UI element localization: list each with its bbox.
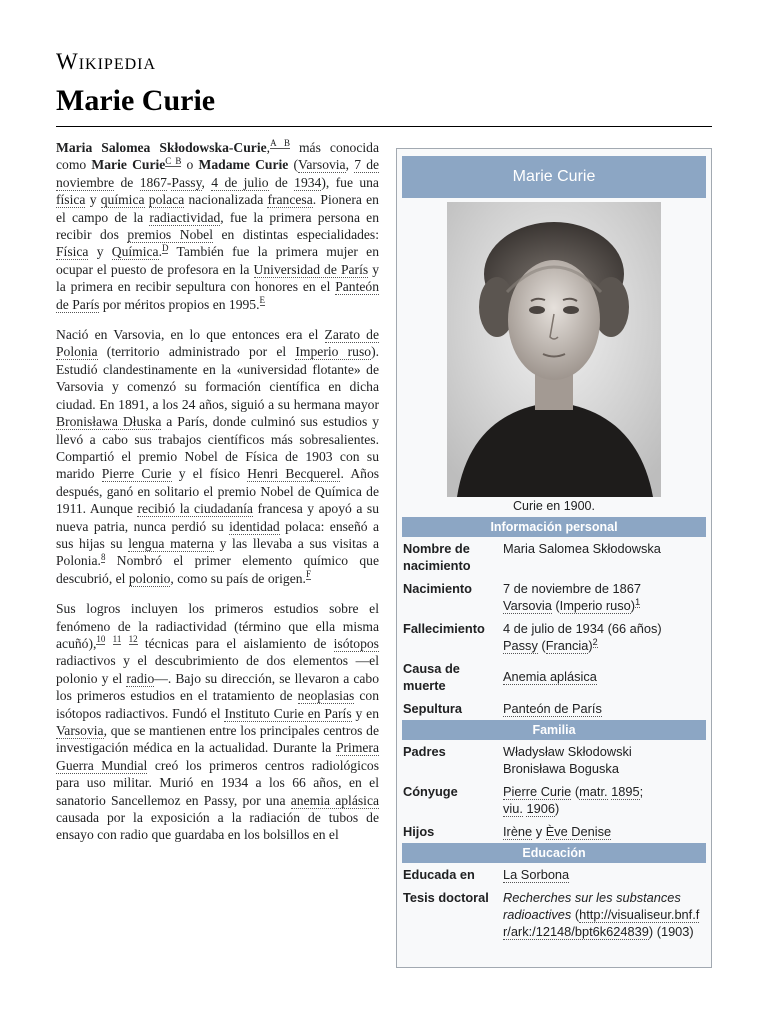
link-identidad[interactable]: identidad [229,518,280,534]
link-irene[interactable]: Irène [503,824,533,839]
link-conyuge-pierre[interactable]: Pierre Curie [503,784,572,799]
ref-10[interactable]: 10 [96,634,106,645]
section-header-personal: Información personal [402,517,706,537]
link-sepultura-panteon[interactable]: Panteón de París [503,701,602,716]
label-causa: Causa de muerte [403,661,460,693]
link-premios-nobel[interactable]: premios Nobel [127,227,213,243]
paragraph-intro: Maria Salomea Skłodowska-Curie,$^{A B}$ más conocida como Marie Curie$^{C B}$ o Madame Curie (Varsovia, 7 de noviembre de 1867-Passy, 4 de julio de 1934), fue una física y química polaca nacionalizada francesa. Pionera en el campo de la radiactividad, fue la primera persona en recibir dos premios Nobel en distintas especialidades: Física y Química.$^D$ También fue la primera mujer en ocupar el puesto de profesora en la Universidad de París y la primera en recibir sepultura con honores en el Panteón de París por méritos propios en 1995.$^E$ [56,139,379,312]
link-1895[interactable]: 1895 [611,784,640,799]
paragraph-biography: Nació en Varsovia, en lo que entonces era el Zarato de Polonia (territorio administrado por el Imperio ruso). Estudió clandestinamente en la «universidad flotante» de Varsovia y comenzó su formación científica en dicha ciudad. En 1891, a los 24 años, siguió a su hermana mayor Bronisława Dłuska a París, donde culminó sus estudios y llevó a cabo sus trabajos científicos más sobresalientes. Compartió el premio Nobel de Física de 1903 con su marido Pierre Curie y el físico Henri Becquerel. Años después, ganó en solitario el premio Nobel de Química de 1911. Aunque recibió la ciudadanía francesa y apoyó a su nueva patria, nunca perdió su identidad polaca: enseñó a sus hijas su lengua materna y las llevaba a sus visitas a Polonia.$^8$ Nombró el primer elemento químico que descubrió, el polonio, como su país de origen.$^F$ [56,327,379,586]
value-hijos: Irène y Ève Denise [503,824,612,839]
ref-d[interactable]: D [161,242,169,253]
link-francesa[interactable]: francesa [267,192,313,208]
row-sepultura [397,697,711,720]
label-nacimiento: Nacimiento [403,581,472,596]
portrait-image[interactable] [447,202,661,497]
link-universidad-paris[interactable]: Universidad de París [253,261,369,277]
ref-12[interactable]: 12 [128,634,138,645]
link-radiactividad[interactable]: radiactividad [149,209,221,225]
ref-11[interactable]: 11 [112,634,122,645]
wordmark-text: Wikipedia [56,49,157,74]
row-educada [397,863,711,886]
link-4-julio[interactable]: 4 de julio [211,174,269,190]
link-anemia[interactable]: Anemia aplásica [503,669,597,684]
article-body [56,139,379,963]
value-tesis: Recherches sur les substances radioactives (http://visualiseur.bnf.fr/ark:/12148/bpt6k624839) (1903) [503,890,700,939]
link-matr[interactable]: matr. [579,784,608,799]
ref-ab[interactable]: A B [270,139,290,149]
link-panteon-paris[interactable]: Panteón de París [56,279,379,312]
row-causa [397,657,711,697]
link-tesis-url[interactable]: http://visualiseur.bnf.fr/ark:/12148/bpt6k624839 [503,907,700,939]
row-nombre [397,537,711,577]
title-divider [56,126,712,127]
bold-marie-curie: Marie Curie [91,157,166,173]
row-hijos [397,820,711,843]
row-tesis [397,886,711,943]
label-tesis: Tesis doctoral [403,890,489,905]
row-conyuge [397,780,711,820]
link-bronislawa-dluska[interactable]: Bronisława Dłuska [56,414,162,430]
portrait-caption: Curie en 1900. [512,499,595,513]
tesis-title: Recherches sur les substances radioactives [503,890,681,922]
label-nombre: Nombre de nacimiento [403,541,471,573]
link-fallecimiento-francia[interactable]: Francia [545,638,589,653]
value-causa [503,660,705,694]
link-nacimiento-imperio[interactable]: Imperio ruso [559,598,631,613]
link-fisica-nobel[interactable]: Física [56,244,89,260]
link-passy[interactable]: Passy [171,174,202,190]
link-fallecimiento-passy[interactable]: Passy [503,638,538,653]
section-header-educacion: Educación [402,843,706,863]
ref-f[interactable]: F [305,569,311,580]
link-quimica[interactable]: química [100,192,145,208]
link-nacimiento-varsovia[interactable]: Varsovia [503,598,552,613]
section-header-familia: Familia [402,720,706,740]
link-imperio-ruso[interactable]: Imperio ruso [295,344,372,360]
value-sepultura [503,700,705,717]
infobox [396,148,712,968]
link-7-noviembre[interactable]: 7 de noviembre [56,157,379,190]
link-1867[interactable]: 1867 [139,174,167,190]
label-padres: Padres [403,744,446,759]
link-neoplasias[interactable]: neoplasias [297,688,355,704]
link-anemia-aplasica[interactable]: anemia aplásica [290,792,379,808]
row-fallecimiento [397,617,711,657]
ref-1[interactable]: 1 [635,596,641,607]
link-recibio-ciudadania[interactable]: recibió la ciudadanía [137,501,253,517]
infobox-title: Marie Curie [402,156,706,198]
label-educada: Educada en [403,867,475,882]
link-polaca[interactable]: polaca [148,192,185,208]
value-conyuge: Pierre Curie (matr. 1895; viu. 1906) [503,784,644,816]
value-nacimiento: 7 de noviembre de 1867 Varsovia (Imperio ruso)$^1$ [503,581,642,613]
page-title: Marie Curie [56,84,216,117]
link-varsovia-instituto[interactable]: Varsovia [56,723,104,738]
label-conyuge: Cónyuge [403,784,458,799]
link-fisica[interactable]: física [56,192,86,208]
value-educada [503,866,705,883]
ref-e[interactable]: E [259,295,266,306]
label-fallecimiento: Fallecimiento [403,621,485,636]
link-radio[interactable]: radio [126,670,155,686]
label-hijos: Hijos [403,824,435,839]
ref-8[interactable]: 8 [100,551,106,562]
link-primera-guerra[interactable]: Primera Guerra Mundial [56,740,379,773]
link-pierre-curie[interactable]: Pierre Curie [101,466,172,482]
ref-cb[interactable]: C B [165,155,182,166]
value-fallecimiento: 4 de julio de 1934 (66 años) Passy (Francia)$^2$ [503,621,662,653]
value-padres: Władysław Skłodowski Bronisława Boguska [503,744,632,776]
ref-2[interactable]: 2 [592,636,598,647]
wikipedia-wordmark[interactable] [56,49,156,75]
link-lengua-materna[interactable]: lengua materna [128,535,214,551]
link-zarato-polonia[interactable]: Zarato de Polonia [56,327,379,360]
link-quimica-nobel[interactable]: Química [111,244,159,260]
row-nacimiento [397,577,711,617]
link-eve[interactable]: Ève Denise [545,824,612,839]
link-1934[interactable]: 1934 [294,174,322,190]
link-viu[interactable]: viu. [503,801,523,816]
link-polonio[interactable]: polonio [128,570,171,586]
tesis-year: (1903) [656,924,694,939]
paragraph-achievements: Sus logros incluyen los primeros estudios sobre el fenómeno de la radiactividad (término que ella misma acuñó),$^{10}$ $^{11}$ $^{12}$ técnicas para el aislamiento de isótopos radiactivos y el descubrimiento de dos elementos —el polonio y el radio—. Bajo su dirección, se llevaron a cabo los primeros estudios en el tratamiento de neoplasias con isótopos radiactivos. Fundó el Instituto Curie en París y en Varsovia, que se mantienen entre los principales centros de investigación médica en la actualidad. Durante la Primera Guerra Mundial creó los primeros centros radiológicos para uso militar. Murió en 1934 a los 66 años, en el sanatorio Sancellemoz en Passy, por una anemia aplásica causada por la exposición a la radiación de tubos de ensayo con radio que guardaba en los bolsillos en el [56,601,379,843]
bold-fullname: Maria Salomea Skłodowska-Curie [56,140,267,155]
link-instituto-curie[interactable]: Instituto Curie en París [224,705,352,721]
link-sorbona[interactable]: La Sorbona [503,867,570,882]
link-varsovia[interactable]: Varsovia [298,157,346,173]
link-1906[interactable]: 1906 [526,801,555,816]
bold-madame-curie: Madame Curie [198,157,289,173]
value-nombre: Maria Salomea Skłodowska [503,541,661,556]
label-sepultura: Sepultura [403,701,463,716]
row-padres [397,740,711,780]
link-henri-becquerel[interactable]: Henri Becquerel [247,466,341,482]
link-isotopos[interactable]: isótopos [333,635,379,651]
